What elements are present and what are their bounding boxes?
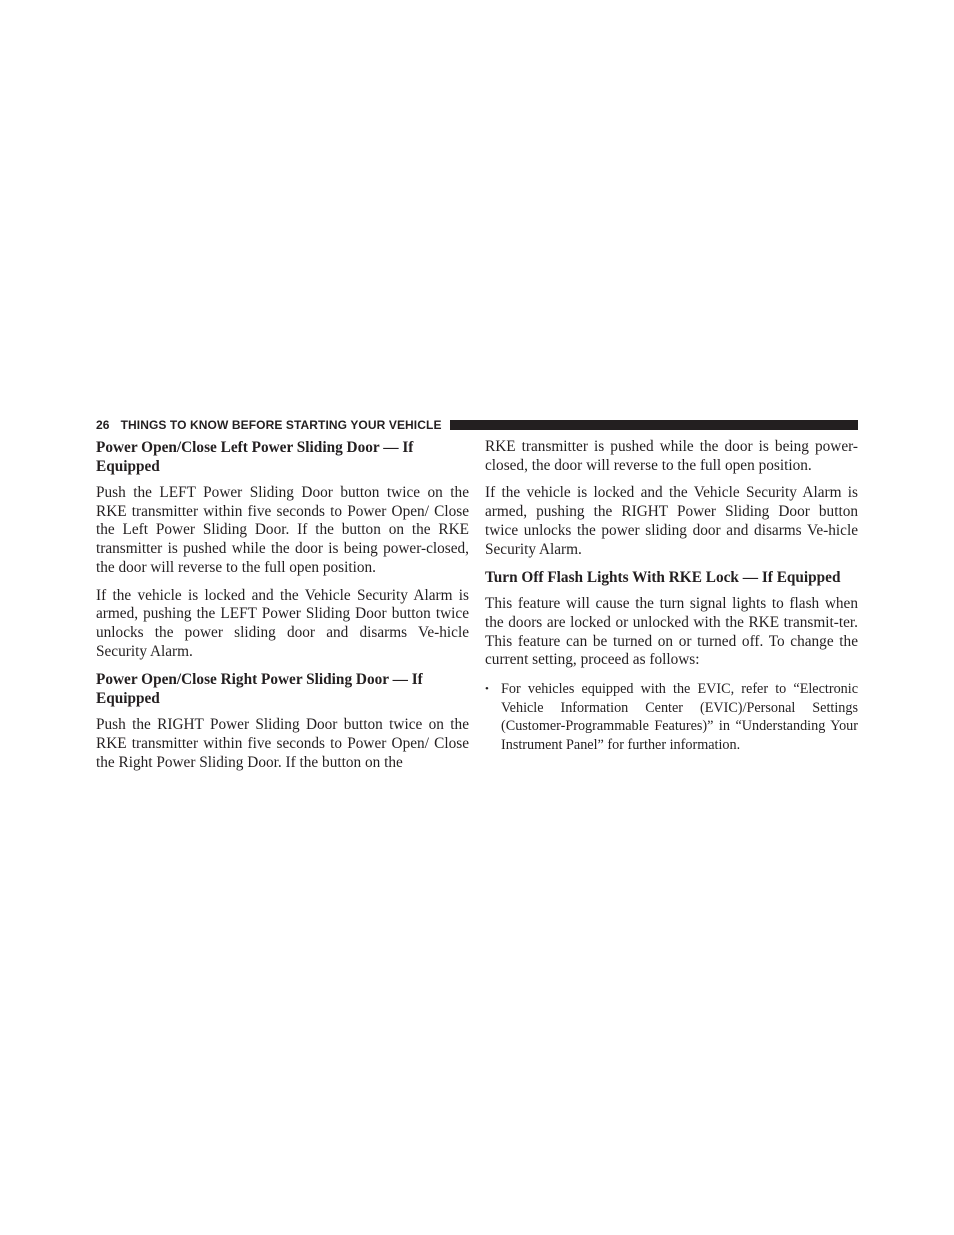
right-column — [485, 438, 858, 755]
paragraph-flash-lights: This feature will cause the turn signal lights to flash when the doors are locked or unlocked with the RKE transmit-ter. This feature can be turned on or turned off. To change the current setting, proceed as follows: — [485, 595, 858, 669]
left-column — [96, 438, 469, 781]
bullet-icon: • — [485, 683, 489, 696]
paragraph-left-door-open-close: Push the LEFT Power Sliding Door button twice on the RKE transmitter within five seconds to Power Open/ Close the Left Power Sliding Door. If the button on the RKE transmitter is pushed while the door is being power-closed, the door will reverse to the full open position. — [96, 484, 469, 576]
heading-flash-lights: Turn Off Flash Lights With RKE Lock — If Equipped — [485, 569, 841, 587]
page-header — [96, 417, 858, 433]
section-title: THINGS TO KNOW BEFORE STARTING YOUR VEHICLE — [120, 418, 442, 432]
paragraph-right-door-open-close: Push the RIGHT Power Sliding Door button twice on the RKE transmitter within five seconds to Power Open/ Close the Right Power Sliding Door. If the button on the — [96, 716, 469, 771]
bullet-list — [485, 680, 858, 755]
header-rule-bar — [450, 420, 858, 430]
paragraph-right-door-alarm: If the vehicle is locked and the Vehicle Security Alarm is armed, pushing the RIGHT Power Sliding Door button twice unlocks the power sliding door and disarms Ve-hicle Security Alarm. — [485, 484, 858, 558]
list-item — [485, 680, 858, 755]
paragraph-right-door-continued: RKE transmitter is pushed while the door is being power-closed, the door will reverse to the full open position. — [485, 438, 858, 474]
heading-right-sliding-door: Power Open/Close Right Power Sliding Door — If Equipped — [96, 671, 423, 708]
page-number: 26 — [96, 418, 110, 432]
heading-left-sliding-door: Power Open/Close Left Power Sliding Door — If Equipped — [96, 439, 414, 475]
paragraph-left-door-alarm: If the vehicle is locked and the Vehicle Security Alarm is armed, pushing the LEFT Power Sliding Door button twice unlocks the power sliding door and disarms Ve-hicle Security Alarm. — [96, 586, 469, 660]
list-item-text: For vehicles equipped with the EVIC, refer to “Electronic Vehicle Information Center (EVIC)/Personal Settings (Customer-Programmable Features)” in “Understanding Your Instrument Panel” for further information. — [501, 681, 858, 754]
